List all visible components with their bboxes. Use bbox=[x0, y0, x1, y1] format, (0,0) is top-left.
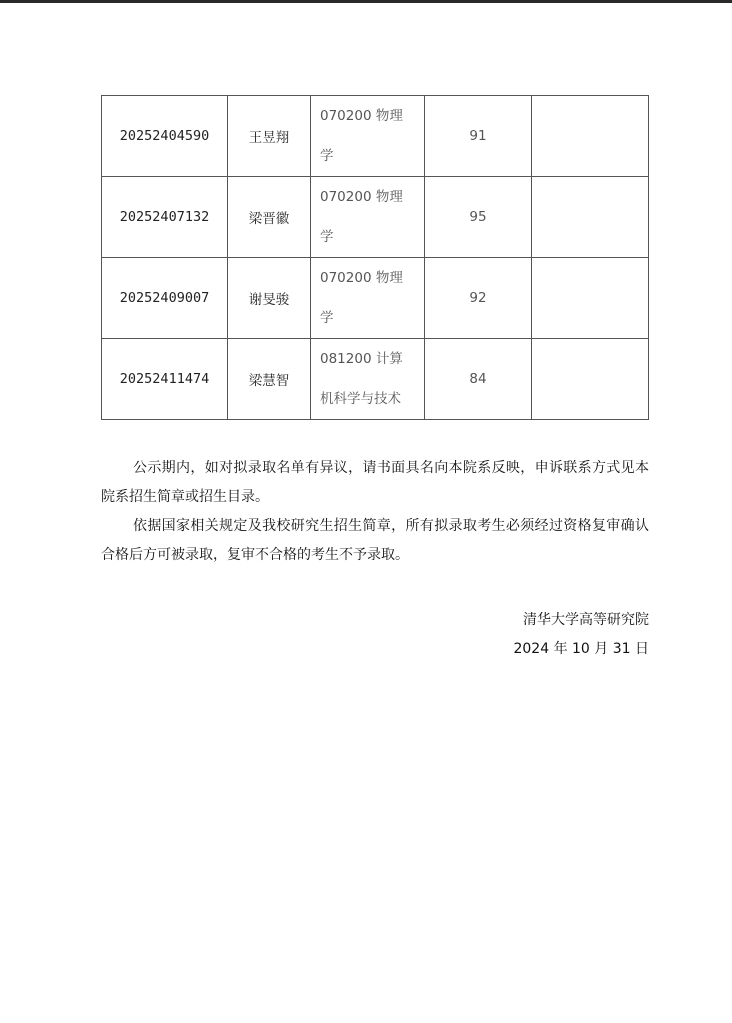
score-cell: 84 bbox=[425, 339, 532, 420]
major-line-1: 081200 计算 bbox=[320, 351, 403, 367]
candidate-id-cell: 20252409007 bbox=[102, 258, 228, 339]
candidate-name-cell: 谢旻骏 bbox=[228, 258, 311, 339]
note-cell bbox=[532, 258, 649, 339]
major-line-1: 070200 物理 bbox=[320, 108, 403, 124]
issuing-organization: 清华大学高等研究院 bbox=[523, 612, 649, 628]
candidate-name-cell: 梁慧智 bbox=[228, 339, 311, 420]
table-row bbox=[102, 258, 649, 339]
major-line-1: 070200 物理 bbox=[320, 270, 403, 286]
score-cell: 91 bbox=[425, 96, 532, 177]
major-line-2: 学 bbox=[320, 148, 334, 164]
major-line-1: 070200 物理 bbox=[320, 189, 403, 205]
notice-paragraph-objection: 公示期内，如对拟录取名单有异议，请书面具名向本院系反映，申诉联系方式见本院系招生简章或招生目录。 bbox=[101, 460, 649, 505]
score-cell: 95 bbox=[425, 177, 532, 258]
signature-block bbox=[101, 606, 649, 664]
document-page bbox=[101, 95, 649, 664]
notice-paragraph-review: 依据国家相关规定及我校研究生招生简章，所有拟录取考生必须经过资格复审确认合格后方可被录取，复审不合格的考生不予录取。 bbox=[101, 518, 649, 563]
notice-text bbox=[101, 454, 649, 570]
candidate-id-cell: 20252407132 bbox=[102, 177, 228, 258]
major-cell bbox=[311, 177, 425, 258]
top-border bbox=[0, 0, 732, 3]
major-line-2: 学 bbox=[320, 310, 334, 326]
candidate-name-cell: 梁晋徽 bbox=[228, 177, 311, 258]
major-cell bbox=[311, 258, 425, 339]
note-cell bbox=[532, 96, 649, 177]
major-cell bbox=[311, 339, 425, 420]
major-line-2: 学 bbox=[320, 229, 334, 245]
table-row bbox=[102, 339, 649, 420]
candidate-id-cell: 20252404590 bbox=[102, 96, 228, 177]
major-cell bbox=[311, 96, 425, 177]
note-cell bbox=[532, 339, 649, 420]
candidate-id-cell: 20252411474 bbox=[102, 339, 228, 420]
table-row bbox=[102, 177, 649, 258]
table-row bbox=[102, 96, 649, 177]
candidate-name-cell: 王昱翔 bbox=[228, 96, 311, 177]
note-cell bbox=[532, 177, 649, 258]
major-line-2: 机科学与技术 bbox=[320, 391, 401, 407]
issue-date: 2024 年 10 月 31 日 bbox=[513, 641, 649, 657]
score-cell: 92 bbox=[425, 258, 532, 339]
admission-table bbox=[101, 95, 649, 420]
